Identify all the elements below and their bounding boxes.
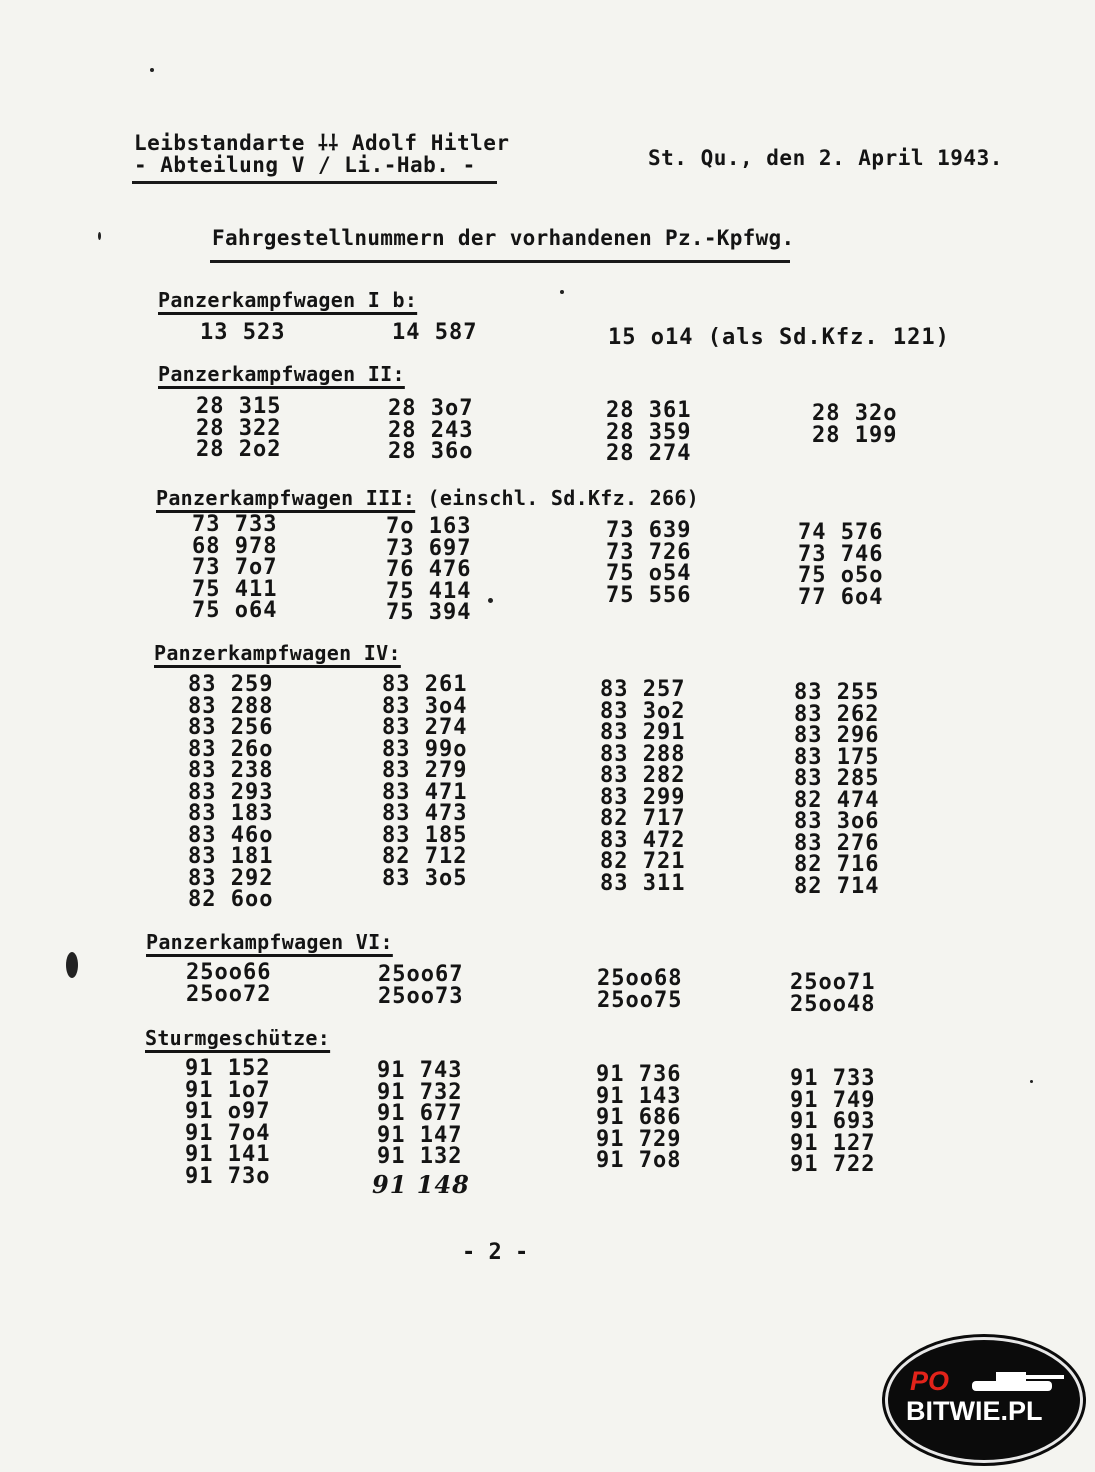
stug-number: 91 736 [596, 1062, 682, 1087]
pz2-number: 28 315 [196, 394, 282, 419]
pz3-number: 75 556 [606, 582, 692, 608]
stug-number: 91 729 [596, 1126, 682, 1152]
pz4-number: 83 261 [382, 672, 468, 697]
pz4-number: 82 712 [382, 844, 468, 869]
pz4-number: 83 282 [600, 763, 686, 788]
pz4-number: 82 6oo [188, 887, 274, 912]
pz4-number: 83 181 [188, 844, 274, 869]
pz3-column-4 [798, 522, 883, 608]
pz4-number: 82 716 [794, 852, 880, 877]
pz4-number: 83 311 [600, 870, 686, 896]
pz2-number: 28 274 [606, 441, 692, 466]
pz4-number: 83 472 [600, 827, 686, 853]
pz4-number: 83 259 [188, 672, 274, 697]
pz2-number: 28 36o [388, 439, 474, 464]
section-heading-pz4: Panzerkampfwagen IV: [154, 641, 401, 665]
stug-number: 91 733 [790, 1066, 876, 1091]
pz2-number: 28 243 [388, 417, 474, 443]
document-title: Fahrgestellnummern der vorhandenen Pz.-Kpfwg. [212, 226, 795, 250]
pz3-number: 76 476 [386, 557, 472, 582]
stug-number: 91 1o7 [185, 1077, 271, 1103]
unit-line-1: Leibstandarte ⸸⸸ Adolf Hitler [134, 131, 510, 155]
pz4-number: 83 238 [188, 758, 274, 783]
pz1b-number: 13 523 [200, 320, 286, 345]
pz4-column-1 [188, 674, 273, 911]
pz4-number: 83 175 [794, 744, 880, 770]
stug-number: 91 143 [596, 1083, 682, 1109]
pz3-number: 68 978 [192, 533, 278, 559]
stug-column-1 [185, 1058, 270, 1187]
pz3-column-2 [386, 516, 471, 624]
stug-number: 91 693 [790, 1109, 876, 1134]
pz4-number: 83 3o4 [382, 693, 468, 719]
pz4-number: 83 276 [794, 830, 880, 856]
pz2-number: 28 2o2 [196, 437, 282, 462]
title-rule [210, 260, 790, 263]
pz2-column-1 [196, 396, 281, 461]
pz6-number: 25oo72 [186, 981, 272, 1007]
scan-artifact [488, 598, 493, 603]
pz2-number: 28 3o7 [388, 396, 474, 421]
section-heading-pz1b: Panzerkampfwagen I b: [158, 288, 418, 312]
stug-number: 91 743 [377, 1058, 463, 1083]
pz6-number: 25oo73 [378, 983, 464, 1009]
stug-number: 91 147 [377, 1122, 463, 1148]
pz6-number: 25oo68 [597, 966, 683, 991]
section-heading-pz3 [156, 486, 699, 510]
logo-po-text: PO [910, 1366, 950, 1396]
scan-artifact [1030, 1080, 1033, 1083]
date-line: St. Qu., den 2. April 1943. [648, 146, 1003, 170]
pz4-number: 82 474 [794, 787, 880, 813]
pz6-number: 25oo71 [790, 970, 876, 995]
pz4-number: 83 285 [794, 766, 880, 791]
pz4-number: 83 46o [188, 822, 274, 848]
stug-column-4 [790, 1068, 875, 1176]
pz3-number: 73 726 [606, 539, 692, 565]
pz4-number: 83 296 [794, 723, 880, 748]
section-heading-pz3-label: Panzerkampfwagen III: [156, 486, 416, 510]
pz4-number: 83 293 [188, 779, 274, 805]
pz6-number: 25oo67 [378, 962, 464, 987]
pz6-column-2 [378, 964, 463, 1007]
stug-number: 91 141 [185, 1142, 271, 1167]
po-bitwie-logo [885, 1337, 1083, 1463]
stug-number: 91 o97 [185, 1099, 271, 1124]
pz4-number: 83 256 [188, 715, 274, 740]
stug-number: 91 686 [596, 1105, 682, 1130]
pz4-number: 82 714 [794, 873, 880, 899]
stug-number: 91 132 [377, 1144, 463, 1169]
pz2-number: 28 32o [812, 401, 898, 426]
pz4-number: 83 3o6 [794, 809, 880, 834]
pz1b-number: 14 587 [392, 320, 478, 345]
scan-artifact [150, 68, 154, 72]
pz3-number: 7o 163 [386, 514, 472, 539]
section-heading-stug: Sturmgeschütze: [145, 1026, 331, 1050]
pz3-number: 73 639 [606, 518, 692, 543]
pz4-number: 83 291 [600, 720, 686, 745]
stug-number: 91 152 [185, 1056, 271, 1081]
pz3-number: 77 6o4 [798, 584, 884, 610]
pz4-number: 83 288 [600, 741, 686, 767]
pz4-number: 83 473 [382, 801, 468, 826]
section-heading-pz6: Panzerkampfwagen VI: [146, 930, 393, 954]
pz3-number: 73 697 [386, 535, 472, 561]
pz2-number: 28 359 [606, 419, 692, 445]
pz4-number: 82 721 [600, 849, 686, 874]
pz2-column-2 [388, 398, 473, 463]
stug-number: 91 677 [377, 1101, 463, 1126]
stug-number: 91 749 [790, 1087, 876, 1113]
pz2-number: 28 322 [196, 415, 282, 441]
stug-number: 91 7o4 [185, 1120, 271, 1146]
scan-artifact [560, 290, 564, 294]
pz4-column-4 [794, 682, 879, 897]
pz4-number: 83 3o2 [600, 698, 686, 724]
pz3-number: 74 576 [798, 520, 884, 545]
pz3-column-1 [192, 514, 277, 622]
pz4-number: 83 257 [600, 677, 686, 702]
pz4-number: 83 185 [382, 822, 468, 848]
page-number: - 2 - [462, 1240, 529, 1265]
unit-line-2: - Abteilung V / Li.-Hab. - [134, 153, 476, 177]
pz4-number: 83 262 [794, 701, 880, 727]
pz4-number: 83 471 [382, 779, 468, 805]
pz6-number: 25oo75 [597, 987, 683, 1013]
pz4-number: 83 288 [188, 693, 274, 719]
pz4-number: 83 183 [188, 801, 274, 826]
pz2-number: 28 361 [606, 398, 692, 423]
pz4-column-3 [600, 679, 685, 894]
stug-number: 91 127 [790, 1130, 876, 1156]
pz4-number: 83 292 [188, 865, 274, 891]
pz6-number: 25oo48 [790, 991, 876, 1017]
pz3-number: 75 o54 [606, 561, 692, 586]
pz4-number: 83 299 [600, 784, 686, 810]
pz4-number: 83 26o [188, 736, 274, 762]
pz3-number: 73 746 [798, 541, 884, 567]
pz6-column-1 [186, 962, 271, 1005]
pz6-column-3 [597, 968, 682, 1011]
stug-column-2 [377, 1060, 462, 1168]
stug-number: 91 732 [377, 1079, 463, 1105]
pz3-number: 75 394 [386, 600, 472, 625]
pz3-number: 75 414 [386, 578, 472, 604]
pz4-number: 83 3o5 [382, 865, 468, 891]
section-heading-pz2: Panzerkampfwagen II: [158, 362, 405, 386]
stug-number: 91 73o [185, 1163, 271, 1189]
pz3-number: 73 7o7 [192, 555, 278, 580]
pz6-column-4 [790, 972, 875, 1015]
logo-bitwie-text: BITWIE.PL [906, 1396, 1043, 1426]
scan-artifact [98, 232, 101, 240]
letterhead-rule [132, 181, 497, 184]
stug-number: 91 7o8 [596, 1148, 682, 1173]
pz3-number: 75 411 [192, 576, 278, 602]
stug-column-3 [596, 1064, 681, 1172]
pz3-number: 75 o64 [192, 598, 278, 623]
pz3-number: 73 733 [192, 512, 278, 537]
pz3-number: 75 o5o [798, 563, 884, 588]
pz2-column-3 [606, 400, 691, 465]
pz4-number: 83 274 [382, 715, 468, 740]
stug-handwritten-number: 91 148 [372, 1170, 470, 1199]
pz2-number: 28 199 [812, 422, 898, 448]
pz4-number: 83 279 [382, 758, 468, 783]
pz4-number: 83 99o [382, 736, 468, 762]
pz4-column-2 [382, 674, 467, 889]
pz1b-number-note: 15 o14 (als Sd.Kfz. 121) [608, 325, 950, 350]
tank-icon [958, 1364, 1068, 1398]
scan-artifact [66, 952, 78, 978]
section-heading-pz3-suffix: (einschl. Sd.Kfz. 266) [427, 486, 700, 510]
pz6-number: 25oo66 [186, 960, 272, 985]
stug-number: 91 722 [790, 1152, 876, 1177]
pz3-column-3 [606, 520, 691, 606]
pz4-number: 82 717 [600, 806, 686, 831]
pz2-column-4 [812, 403, 897, 446]
pz4-number: 83 255 [794, 680, 880, 705]
